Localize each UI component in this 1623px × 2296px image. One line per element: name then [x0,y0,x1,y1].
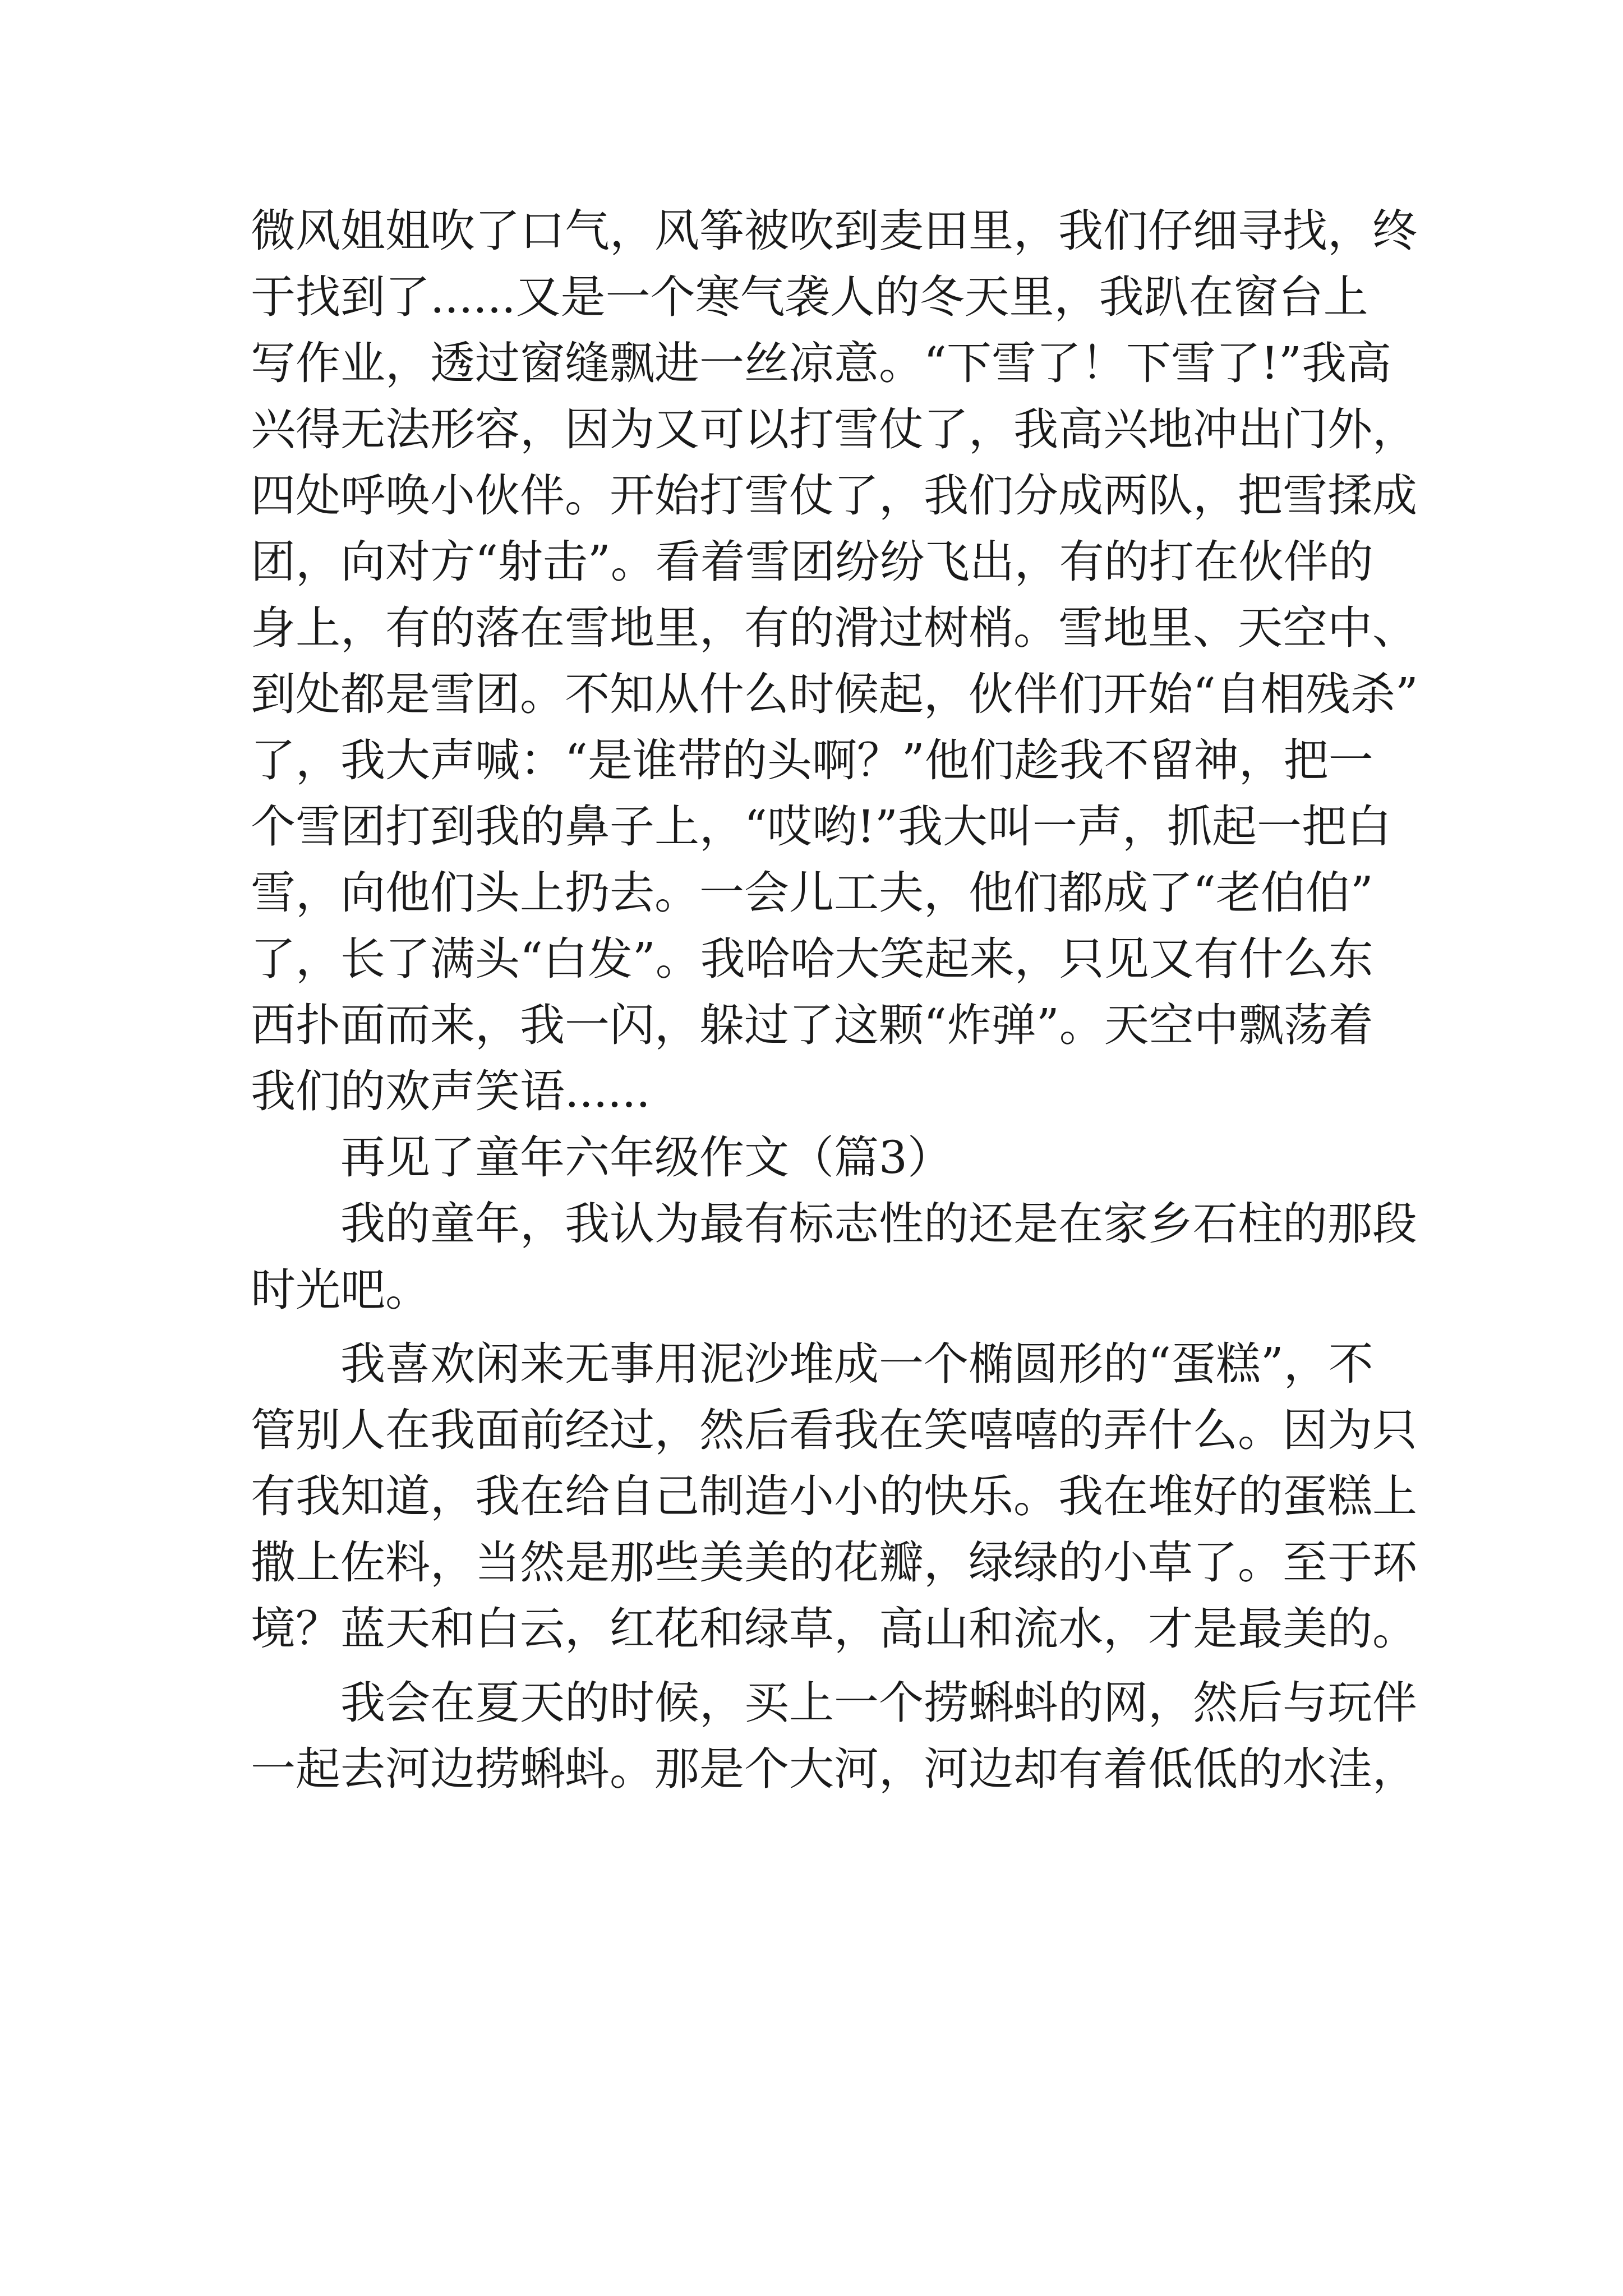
text-line: 了，我大声喊：“是谁带的头啊？”他们趁我不留神，把一 [251,734,1373,786]
text-line: 四处呼唤小伙伴。开始打雪仗了，我们分成两队，把雪揉成 [251,470,1417,522]
text-line: 到处都是雪团。不知从什么时候起，伙伴们开始“自相残杀” [251,668,1418,720]
text-line: 团，向对方“射击”。看着雪团纷纷飞出，有的打在伙伴的 [251,536,1373,588]
text-line: 境？蓝天和白云，红花和绿草，高山和流水，才是最美的。 [251,1603,1417,1655]
text-line: 身上，有的落在雪地里，有的滑过树梢。雪地里、天空中、 [251,602,1417,654]
text-line: 有我知道，我在给自己制造小小的快乐。我在堆好的蛋糕上 [251,1470,1417,1522]
text-line: 我会在夏天的时候，买上一个捞蝌蚪的网，然后与玩伴 [340,1677,1417,1729]
text-line: 我喜欢闲来无事用泥沙堆成一个椭圆形的“蛋糕”，不 [340,1338,1373,1390]
text-line: 管别人在我面前经过，然后看我在笑嘻嘻的弄什么。因为只 [251,1404,1417,1456]
text-line: 了，长了满头“白发”。我哈哈大笑起来，只见又有什么东 [251,933,1373,985]
paragraph-3 [251,1331,1417,1662]
paragraph-2 [251,1191,1417,1323]
text-line: 个雪团打到我的鼻子上，“哎哟!”我大叫一声，抓起一把白 [251,800,1391,853]
text-line: 时光吧。 [251,1264,430,1316]
text-line: 于找到了......又是一个寒气袭人的冬天里，我趴在窗台上 [251,271,1368,323]
document-body [251,198,1418,1802]
paragraph-4 [251,1670,1417,1802]
text-line: 微风姐姐吹了口气，风筝被吹到麦田里，我们仔细寻找，终 [251,205,1417,257]
text-line: 兴得无法形容，因为又可以打雪仗了，我高兴地冲出门外， [251,403,1417,455]
paragraph-1 [251,198,1418,1125]
text-line: 我的童年，我认为最有标志性的还是在家乡石柱的那段 [340,1198,1417,1250]
text-line: 西扑面而来，我一闪，躲过了这颗“炸弹”。天空中飘荡着 [251,999,1373,1051]
text-line: 我们的欢声笑语...... [251,1065,651,1117]
text-line: 一起去河边捞蝌蚪。那是个大河，河边却有着低低的水洼， [251,1743,1417,1795]
text-line: 雪，向他们头上扔去。一会儿工夫，他们都成了“老伯伯” [251,867,1373,919]
text-line: 撒上佐料，当然是那些美美的花瓣，绿绿的小草了。至于环 [251,1536,1417,1589]
section-title: 再见了童年六年级作文（篇3） [340,1131,952,1184]
text-line: 写作业，透过窗缝飘进一丝凉意。“下雪了！下雪了!”我高 [251,337,1391,389]
